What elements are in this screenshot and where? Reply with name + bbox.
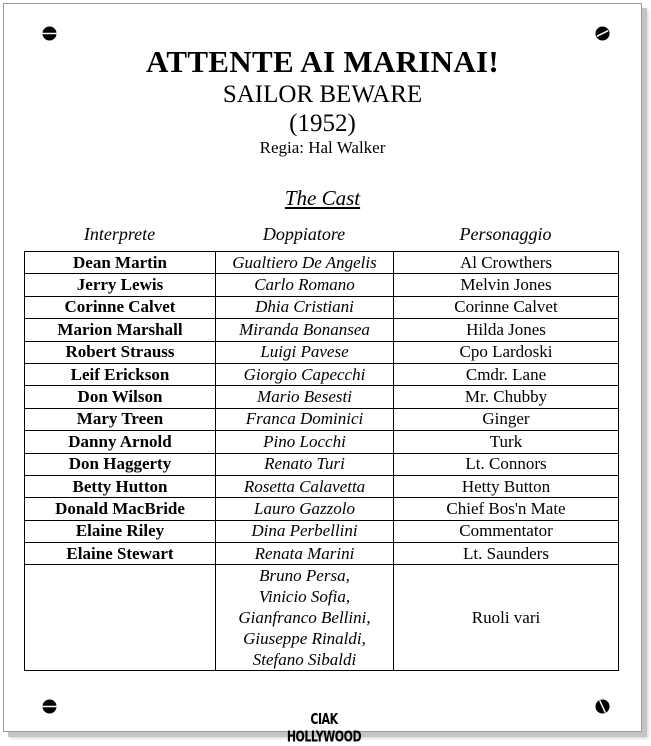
character-cell: Mr. Chubby: [394, 386, 619, 408]
table-row: [25, 498, 619, 520]
dubber-name: Bruno Persa,: [259, 566, 350, 586]
dubber-cell: Miranda Bonansea: [216, 319, 394, 341]
character-cell: Cpo Lardoski: [394, 341, 619, 363]
column-header-dubber: Doppiatore: [262, 224, 346, 244]
character-cell: Chief Bos'n Mate: [394, 498, 619, 520]
screw-icon: [595, 699, 610, 714]
dubber-cell: Mario Besesti: [216, 386, 394, 408]
character-cell: Hilda Jones: [394, 319, 619, 341]
dubber-cell: Renata Marini: [216, 543, 394, 565]
actor-cell: Leif Erickson: [25, 363, 216, 385]
character-cell: Al Crowthers: [394, 252, 619, 274]
actor-cell: Marion Marshall: [25, 319, 216, 341]
dubber-cell: Luigi Pavese: [216, 341, 394, 363]
character-cell: Lt. Saunders: [394, 543, 619, 565]
table-row: [25, 475, 619, 497]
actor-cell: Mary Treen: [25, 408, 216, 430]
actor-cell: Donald MacBride: [25, 498, 216, 520]
character-cell: Turk: [394, 431, 619, 453]
table-row: [25, 431, 619, 453]
actor-cell: Dean Martin: [25, 252, 216, 274]
table-row: [25, 341, 619, 363]
column-header-character: Personaggio: [459, 224, 552, 244]
table-row: [25, 274, 619, 296]
table-row-various: [25, 565, 619, 671]
actor-cell: Elaine Riley: [25, 520, 216, 542]
table-row: [25, 543, 619, 565]
dubber-cell: Rosetta Calavetta: [216, 475, 394, 497]
character-cell: Ruoli vari: [394, 565, 619, 671]
dubber-name: Stefano Sibaldi: [252, 650, 357, 670]
dubber-cell: Renato Turi: [216, 453, 394, 475]
table-row: [25, 363, 619, 385]
character-cell: Cmdr. Lane: [394, 363, 619, 385]
character-cell: Hetty Button: [394, 475, 619, 497]
table-row: [25, 453, 619, 475]
film-title: ATTENTE AI MARINAI!: [145, 44, 500, 79]
screw-icon: [595, 26, 610, 41]
character-cell: Lt. Connors: [394, 453, 619, 475]
column-header-actor: Interprete: [83, 224, 156, 244]
director: Regia: Hal Walker: [259, 138, 386, 157]
table-row: [25, 319, 619, 341]
character-cell: Corinne Calvet: [394, 296, 619, 318]
dubber-cell: Pino Locchi: [216, 431, 394, 453]
table-row: [25, 386, 619, 408]
actor-cell: Elaine Stewart: [25, 543, 216, 565]
dubber-name: Giuseppe Rinaldi,: [243, 629, 366, 649]
actor-cell: Danny Arnold: [25, 431, 216, 453]
dubber-cell: Dina Perbellini: [216, 520, 394, 542]
dubber-list-cell: [216, 565, 394, 671]
cast-heading: The Cast: [284, 186, 361, 210]
dubber-cell: Lauro Gazzolo: [216, 498, 394, 520]
actor-cell: Corinne Calvet: [25, 296, 216, 318]
actor-cell: [25, 565, 216, 671]
actor-cell: Don Haggerty: [25, 453, 216, 475]
cast-plaque: [3, 3, 642, 746]
actor-cell: Robert Strauss: [25, 341, 216, 363]
dubber-name: Gianfranco Bellini,: [238, 608, 371, 628]
table-row: [25, 408, 619, 430]
dubber-cell: Gualtiero De Angelis: [216, 252, 394, 274]
dubber-cell: Dhia Cristiani: [216, 296, 394, 318]
character-cell: Commentator: [394, 520, 619, 542]
character-cell: Melvin Jones: [394, 274, 619, 296]
ciak-hollywood-logo: CIAK HOLLYWOOD: [286, 710, 362, 746]
cast-table: [24, 251, 619, 671]
dubber-cell: Giorgio Capecchi: [216, 363, 394, 385]
table-row: [25, 296, 619, 318]
dubber-cell: Franca Dominici: [216, 408, 394, 430]
actor-cell: Betty Hutton: [25, 475, 216, 497]
actor-cell: Jerry Lewis: [25, 274, 216, 296]
table-row: [25, 520, 619, 542]
dubber-cell: Carlo Romano: [216, 274, 394, 296]
original-title: SAILOR BEWARE: [222, 81, 423, 108]
release-year: (1952): [289, 110, 356, 137]
actor-cell: Don Wilson: [25, 386, 216, 408]
screw-icon: [42, 26, 57, 41]
character-cell: Ginger: [394, 408, 619, 430]
dubber-name: Vinicio Sofia,: [258, 587, 351, 607]
table-row: [25, 252, 619, 274]
screw-icon: [42, 699, 57, 714]
